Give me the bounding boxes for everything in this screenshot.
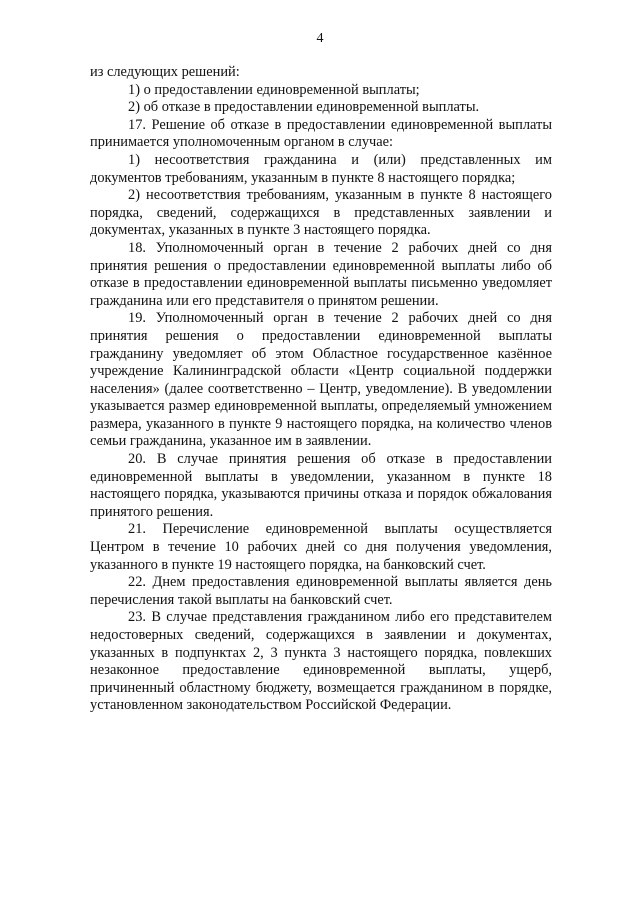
paragraph-subitem-1: 1) о предоставлении единовременной выплаты; <box>128 81 420 98</box>
paragraph-22: 22. Днем предоставления единовременной выплаты является день перечисления такой выплаты на банковский счет. <box>90 574 552 608</box>
document-body <box>90 64 552 715</box>
paragraph-18: 18. Уполномоченный орган в течение 2 рабочих дней со дня принятия решения о предоставлении единовременной выплаты либо об отказе в предоставлении единовременной выплаты письменно уведомляет гражданина или его представителя о принятом решении. <box>90 239 552 309</box>
paragraph-21: 21. Перечисление единовременной выплаты осуществляется Центром в течение 10 рабочих дней со дня получения уведомления, указанного в пункте 19 настоящего порядка, на банковский счет. <box>90 521 552 573</box>
paragraph-19: 19. Уполномоченный орган в течение 2 рабочих дней со дня принятия решения о предоставлении единовременной выплаты гражданину уведомляет об этом Областное государственное казённое учреждение Калининградской области «Центр социальной поддержки населения» (далее соответственно – Центр, уведомление). В уведомлении указывается размер единовременной выплаты, определяемый умножением размера, указанного в пункте 9 настоящего порядка, на количество членов семьи гражданина, указанное им в заявлении. <box>90 310 552 450</box>
paragraph-17: 17. Решение об отказе в предоставлении единовременной выплаты принимается уполномоченным органом в случае: <box>90 116 552 151</box>
paragraph-23: 23. В случае представления гражданином либо его представителем недостоверных сведений, содержащихся в заявлении и документах, указанных в подпунктах 2, 3 пункта 3 настоящего порядка, повлекших незаконное предоставление единовременной выплаты, ущерб, причиненный областному бюджету, возмещается гражданином в порядке, установленном законодательством Российской Федерации. <box>90 609 552 714</box>
paragraph-17-subitem-2: 2) несоответствия требованиям, указанным в пункте 8 настоящего порядка, сведений, содержащихся в представленных заявлении и документах, указанных в пункте 3 настоящего порядка. <box>90 187 552 239</box>
paragraph-subitem-2: 2) об отказе в предоставлении единовременной выплаты. <box>128 99 480 116</box>
paragraph-20: 20. В случае принятия решения об отказе в предоставлении единовременной выплаты в уведомлении, указанном в пункте 18 настоящего порядка, указываются причины отказа и порядок обжалования принятого решения. <box>90 451 552 520</box>
page-number: 4 <box>316 31 324 46</box>
paragraph-continuation: из следующих решений: <box>90 64 240 80</box>
paragraph-17-subitem-1: 1) несоответствия гражданина и (или) представленных им документов требованиям, указанным в пункте 8 настоящего порядка; <box>90 151 552 186</box>
